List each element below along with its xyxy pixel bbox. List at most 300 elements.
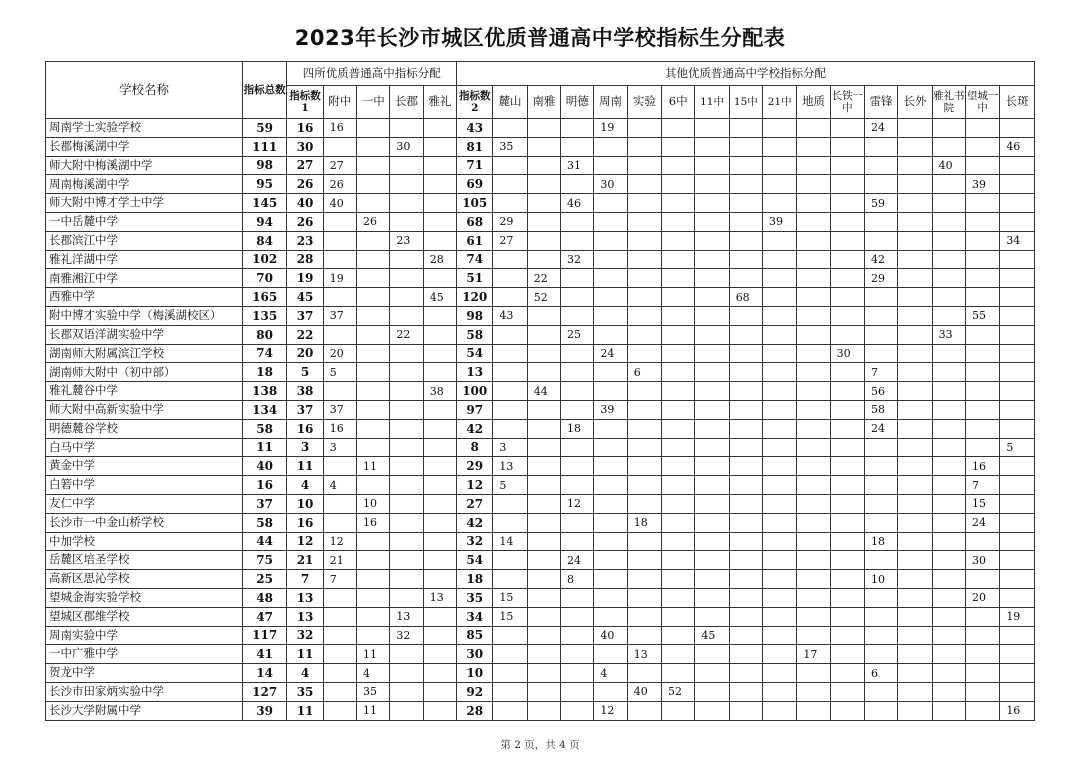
quota2-cell: 43 (457, 119, 493, 138)
group2-value-cell (830, 156, 864, 175)
group2-value-cell (695, 137, 729, 156)
group2-value-cell (493, 269, 527, 288)
group1-value-cell (390, 701, 423, 720)
table-row (46, 382, 1035, 401)
group2-value-cell (594, 156, 627, 175)
group2-value-cell (561, 588, 594, 607)
total-quota-cell: 134 (242, 400, 286, 419)
group1-value-cell: 11 (357, 457, 390, 476)
group2-value-cell (763, 438, 797, 457)
group1-value-cell (357, 626, 390, 645)
group2-value-cell: 5 (493, 476, 527, 495)
quota2-cell: 42 (457, 513, 493, 532)
quota1-cell: 4 (287, 476, 323, 495)
header-group2-col: 实验 (627, 86, 661, 119)
total-quota-cell: 165 (242, 288, 286, 307)
header-group2-col: 南雅 (527, 86, 560, 119)
group2-value-cell (729, 664, 762, 683)
group1-value-cell: 13 (423, 588, 456, 607)
group2-value-cell (493, 664, 527, 683)
group2-value-cell: 46 (1000, 137, 1035, 156)
group2-value-cell (627, 175, 661, 194)
group2-value-cell (627, 119, 661, 138)
school-name-cell: 湖南师大附属滨江学校 (46, 344, 243, 363)
group2-value-cell (662, 363, 695, 382)
quota2-cell: 13 (457, 363, 493, 382)
group1-value-cell (323, 682, 356, 701)
group2-value-cell: 40 (594, 626, 627, 645)
table-header (46, 62, 1035, 119)
group2-value-cell: 13 (627, 645, 661, 664)
group2-value-cell (865, 231, 898, 250)
group1-value-cell (423, 494, 456, 513)
group2-value-cell (830, 588, 864, 607)
group2-value-cell (965, 212, 999, 231)
group1-value-cell (357, 194, 390, 213)
table-row (46, 532, 1035, 551)
table-row (46, 476, 1035, 495)
group2-value-cell (865, 476, 898, 495)
group2-value-cell (729, 156, 762, 175)
group2-value-cell (932, 438, 965, 457)
quota1-cell: 13 (287, 588, 323, 607)
group2-value-cell (695, 175, 729, 194)
group2-value-cell: 24 (865, 419, 898, 438)
group2-value-cell (662, 269, 695, 288)
group2-value-cell (965, 645, 999, 664)
group1-value-cell (357, 119, 390, 138)
quota2-cell: 30 (457, 645, 493, 664)
group2-value-cell (594, 457, 627, 476)
group2-value-cell: 46 (561, 194, 594, 213)
quota2-cell: 28 (457, 701, 493, 720)
group1-value-cell (323, 626, 356, 645)
group2-value-cell: 27 (493, 231, 527, 250)
group1-value-cell (390, 532, 423, 551)
quota2-cell: 61 (457, 231, 493, 250)
table-row (46, 438, 1035, 457)
group1-value-cell: 16 (357, 513, 390, 532)
group2-value-cell (695, 607, 729, 626)
group2-value-cell (797, 607, 830, 626)
group1-value-cell: 22 (390, 325, 423, 344)
group1-value-cell (423, 212, 456, 231)
group1-value-cell (423, 344, 456, 363)
group2-value-cell (830, 438, 864, 457)
group2-value-cell (662, 664, 695, 683)
group2-value-cell (1000, 288, 1035, 307)
quota1-cell: 40 (287, 194, 323, 213)
group2-value-cell (932, 231, 965, 250)
group2-value-cell (797, 664, 830, 683)
group2-value-cell (662, 194, 695, 213)
header-group2-col: 望城一中 (965, 86, 999, 119)
table-row (46, 682, 1035, 701)
group2-value-cell: 45 (695, 626, 729, 645)
quota2-cell: 74 (457, 250, 493, 269)
group1-value-cell (390, 212, 423, 231)
group2-value-cell (729, 476, 762, 495)
group2-value-cell: 12 (594, 701, 627, 720)
group2-value-cell (865, 626, 898, 645)
group2-value-cell (898, 626, 932, 645)
group2-value-cell (662, 250, 695, 269)
group2-value-cell (830, 532, 864, 551)
group2-value-cell (662, 344, 695, 363)
group2-value-cell (527, 438, 560, 457)
school-name-cell: 湖南师大附中（初中部） (46, 363, 243, 382)
quota1-cell: 23 (287, 231, 323, 250)
group2-value-cell (898, 476, 932, 495)
group2-value-cell (594, 513, 627, 532)
group2-value-cell (527, 607, 560, 626)
group1-value-cell (390, 400, 423, 419)
group2-value-cell: 56 (865, 382, 898, 401)
group2-value-cell: 10 (865, 570, 898, 589)
quota2-cell: 92 (457, 682, 493, 701)
group2-value-cell: 3 (493, 438, 527, 457)
group2-value-cell (865, 175, 898, 194)
group2-value-cell (561, 645, 594, 664)
group1-value-cell (357, 250, 390, 269)
group2-value-cell (527, 119, 560, 138)
group2-value-cell (493, 250, 527, 269)
group1-value-cell (323, 701, 356, 720)
group2-value-cell (932, 250, 965, 269)
total-quota-cell: 18 (242, 363, 286, 382)
group1-value-cell (357, 137, 390, 156)
group2-value-cell (627, 344, 661, 363)
group2-value-cell (898, 532, 932, 551)
group2-value-cell: 6 (865, 664, 898, 683)
group1-value-cell (423, 137, 456, 156)
group1-value-cell: 37 (323, 400, 356, 419)
group2-value-cell (627, 457, 661, 476)
group1-value-cell (423, 532, 456, 551)
group2-value-cell: 33 (932, 325, 965, 344)
group1-value-cell (323, 457, 356, 476)
school-name-cell: 西雅中学 (46, 288, 243, 307)
group1-value-cell (323, 645, 356, 664)
group2-value-cell (830, 194, 864, 213)
table-row (46, 250, 1035, 269)
group2-value-cell (898, 607, 932, 626)
group2-value-cell (1000, 194, 1035, 213)
total-quota-cell: 58 (242, 513, 286, 532)
group2-value-cell: 13 (493, 457, 527, 476)
group2-value-cell (662, 325, 695, 344)
group2-value-cell (695, 212, 729, 231)
group2-value-cell (1000, 682, 1035, 701)
group2-value-cell (493, 701, 527, 720)
group2-value-cell: 39 (763, 212, 797, 231)
total-quota-cell: 127 (242, 682, 286, 701)
quota2-cell: 27 (457, 494, 493, 513)
group2-value-cell (627, 701, 661, 720)
group2-value-cell (865, 588, 898, 607)
group1-value-cell (323, 382, 356, 401)
group2-value-cell: 29 (493, 212, 527, 231)
group2-value-cell (662, 588, 695, 607)
header-quota1: 指标数1 (287, 86, 323, 119)
table-row (46, 588, 1035, 607)
group2-value-cell (1000, 306, 1035, 325)
group2-value-cell: 12 (561, 494, 594, 513)
group2-value-cell (830, 494, 864, 513)
group2-value-cell (627, 288, 661, 307)
group2-value-cell (763, 607, 797, 626)
group2-value-cell (965, 419, 999, 438)
school-name-cell: 雅礼麓谷中学 (46, 382, 243, 401)
group1-value-cell (390, 306, 423, 325)
group2-value-cell (932, 344, 965, 363)
group2-value-cell (830, 137, 864, 156)
group1-value-cell: 23 (390, 231, 423, 250)
group1-value-cell: 4 (357, 664, 390, 683)
group2-value-cell (729, 570, 762, 589)
school-name-cell: 师大附中高新实验中学 (46, 400, 243, 419)
quota2-cell: 105 (457, 194, 493, 213)
group1-value-cell (357, 476, 390, 495)
group2-value-cell (865, 212, 898, 231)
group1-value-cell: 5 (323, 363, 356, 382)
header-group2-col: 雷锋 (865, 86, 898, 119)
quota2-cell: 71 (457, 156, 493, 175)
quota2-cell: 51 (457, 269, 493, 288)
group2-value-cell (695, 231, 729, 250)
quota1-cell: 16 (287, 119, 323, 138)
group2-value-cell (797, 626, 830, 645)
group2-value-cell (594, 250, 627, 269)
group2-value-cell: 59 (865, 194, 898, 213)
table-row (46, 551, 1035, 570)
group2-value-cell (932, 419, 965, 438)
group2-value-cell: 55 (965, 306, 999, 325)
total-quota-cell: 95 (242, 175, 286, 194)
group2-value-cell (594, 588, 627, 607)
group2-value-cell (865, 682, 898, 701)
header-group1-col: 长郡 (390, 86, 423, 119)
header-group1-col: 附中 (323, 86, 356, 119)
group2-value-cell: 31 (561, 156, 594, 175)
total-quota-cell: 39 (242, 701, 286, 720)
header-group2-col: 长外 (898, 86, 932, 119)
group1-value-cell: 11 (357, 645, 390, 664)
header-group2-col: 长斑 (1000, 86, 1035, 119)
group2-value-cell (695, 701, 729, 720)
group2-value-cell (797, 457, 830, 476)
group2-value-cell (527, 626, 560, 645)
group2-value-cell (527, 532, 560, 551)
group2-value-cell (627, 137, 661, 156)
group1-value-cell: 40 (323, 194, 356, 213)
total-quota-cell: 98 (242, 156, 286, 175)
group2-value-cell (763, 344, 797, 363)
group2-value-cell (898, 570, 932, 589)
group2-value-cell (493, 194, 527, 213)
group2-value-cell (527, 194, 560, 213)
group2-value-cell (695, 269, 729, 288)
quota1-cell: 11 (287, 457, 323, 476)
group2-value-cell (695, 570, 729, 589)
group2-value-cell (695, 664, 729, 683)
school-name-cell: 白箬中学 (46, 476, 243, 495)
quota2-cell: 34 (457, 607, 493, 626)
table-row (46, 344, 1035, 363)
group2-value-cell (527, 363, 560, 382)
table-body (46, 119, 1035, 721)
group1-value-cell: 35 (357, 682, 390, 701)
group2-value-cell (527, 551, 560, 570)
group1-value-cell: 4 (323, 476, 356, 495)
group2-value-cell (527, 306, 560, 325)
quota2-cell: 85 (457, 626, 493, 645)
group1-value-cell (390, 344, 423, 363)
group2-value-cell (662, 513, 695, 532)
quota1-cell: 28 (287, 250, 323, 269)
school-name-cell: 望城金海实验学校 (46, 588, 243, 607)
group1-value-cell (390, 682, 423, 701)
group2-value-cell (527, 682, 560, 701)
group2-value-cell (493, 363, 527, 382)
group1-value-cell (357, 400, 390, 419)
group2-value-cell (763, 588, 797, 607)
group2-value-cell: 18 (627, 513, 661, 532)
quota1-cell: 21 (287, 551, 323, 570)
group1-value-cell (357, 344, 390, 363)
quota1-cell: 35 (287, 682, 323, 701)
group2-value-cell (865, 344, 898, 363)
group2-value-cell: 35 (493, 137, 527, 156)
group2-value-cell: 19 (1000, 607, 1035, 626)
group2-value-cell (695, 588, 729, 607)
group2-value-cell (797, 476, 830, 495)
group2-value-cell (695, 532, 729, 551)
group1-value-cell (390, 119, 423, 138)
group2-value-cell (594, 476, 627, 495)
group1-value-cell (423, 645, 456, 664)
group2-value-cell (830, 306, 864, 325)
group2-value-cell (729, 607, 762, 626)
header-group2-title: 其他优质普通高中学校指标分配 (457, 62, 1035, 86)
table-row (46, 513, 1035, 532)
total-quota-cell: 14 (242, 664, 286, 683)
group2-value-cell (493, 382, 527, 401)
header-group2-col: 15中 (729, 86, 762, 119)
school-name-cell: 长沙市田家炳实验中学 (46, 682, 243, 701)
group2-value-cell: 39 (965, 175, 999, 194)
group2-value-cell (763, 701, 797, 720)
group2-value-cell (865, 513, 898, 532)
group2-value-cell (898, 137, 932, 156)
group2-value-cell (695, 325, 729, 344)
group2-value-cell (797, 382, 830, 401)
group2-value-cell (561, 363, 594, 382)
group1-value-cell: 16 (323, 119, 356, 138)
group2-value-cell (594, 212, 627, 231)
group2-value-cell (763, 400, 797, 419)
group2-value-cell (965, 363, 999, 382)
group1-value-cell: 27 (323, 156, 356, 175)
group1-value-cell (390, 645, 423, 664)
quota1-cell: 20 (287, 344, 323, 363)
group2-value-cell (932, 400, 965, 419)
group2-value-cell (763, 645, 797, 664)
group2-value-cell: 58 (865, 400, 898, 419)
total-quota-cell: 75 (242, 551, 286, 570)
group2-value-cell (797, 269, 830, 288)
group2-value-cell (830, 419, 864, 438)
group2-value-cell (594, 494, 627, 513)
group2-value-cell (662, 438, 695, 457)
group1-value-cell (423, 551, 456, 570)
header-total-quota: 指标总数 (242, 62, 286, 119)
school-name-cell: 长郡双语洋湖实验中学 (46, 325, 243, 344)
group1-value-cell (423, 306, 456, 325)
group2-value-cell (898, 513, 932, 532)
group2-value-cell (729, 400, 762, 419)
table-row (46, 156, 1035, 175)
group2-value-cell (797, 325, 830, 344)
group2-value-cell (830, 231, 864, 250)
group2-value-cell (797, 231, 830, 250)
table-row (46, 494, 1035, 513)
group1-value-cell (357, 269, 390, 288)
group2-value-cell (965, 137, 999, 156)
group1-value-cell (323, 137, 356, 156)
quota2-cell: 54 (457, 344, 493, 363)
quota1-cell: 26 (287, 175, 323, 194)
group2-value-cell (594, 551, 627, 570)
total-quota-cell: 40 (242, 457, 286, 476)
group2-value-cell (797, 588, 830, 607)
group2-value-cell (830, 607, 864, 626)
group2-value-cell: 52 (527, 288, 560, 307)
group2-value-cell (932, 175, 965, 194)
group2-value-cell (729, 551, 762, 570)
group2-value-cell (729, 588, 762, 607)
group2-value-cell (527, 325, 560, 344)
group2-value-cell (561, 457, 594, 476)
group2-value-cell (627, 494, 661, 513)
group2-value-cell (965, 269, 999, 288)
quota1-cell: 10 (287, 494, 323, 513)
group1-value-cell (423, 476, 456, 495)
group1-value-cell: 32 (390, 626, 423, 645)
group2-value-cell (763, 231, 797, 250)
group2-value-cell (932, 645, 965, 664)
group2-value-cell (898, 119, 932, 138)
group2-value-cell (763, 570, 797, 589)
group2-value-cell (898, 494, 932, 513)
quota2-cell: 120 (457, 288, 493, 307)
group1-value-cell: 28 (423, 250, 456, 269)
group1-value-cell (423, 438, 456, 457)
school-name-cell: 岳麓区培圣学校 (46, 551, 243, 570)
group2-value-cell (763, 551, 797, 570)
group2-value-cell (729, 212, 762, 231)
group2-value-cell (797, 344, 830, 363)
group2-value-cell (763, 137, 797, 156)
group2-value-cell (1000, 156, 1035, 175)
group1-value-cell (390, 513, 423, 532)
group2-value-cell (527, 570, 560, 589)
group2-value-cell: 22 (527, 269, 560, 288)
group2-value-cell (763, 532, 797, 551)
group2-value-cell (898, 400, 932, 419)
group2-value-cell (627, 400, 661, 419)
group2-value-cell (830, 325, 864, 344)
